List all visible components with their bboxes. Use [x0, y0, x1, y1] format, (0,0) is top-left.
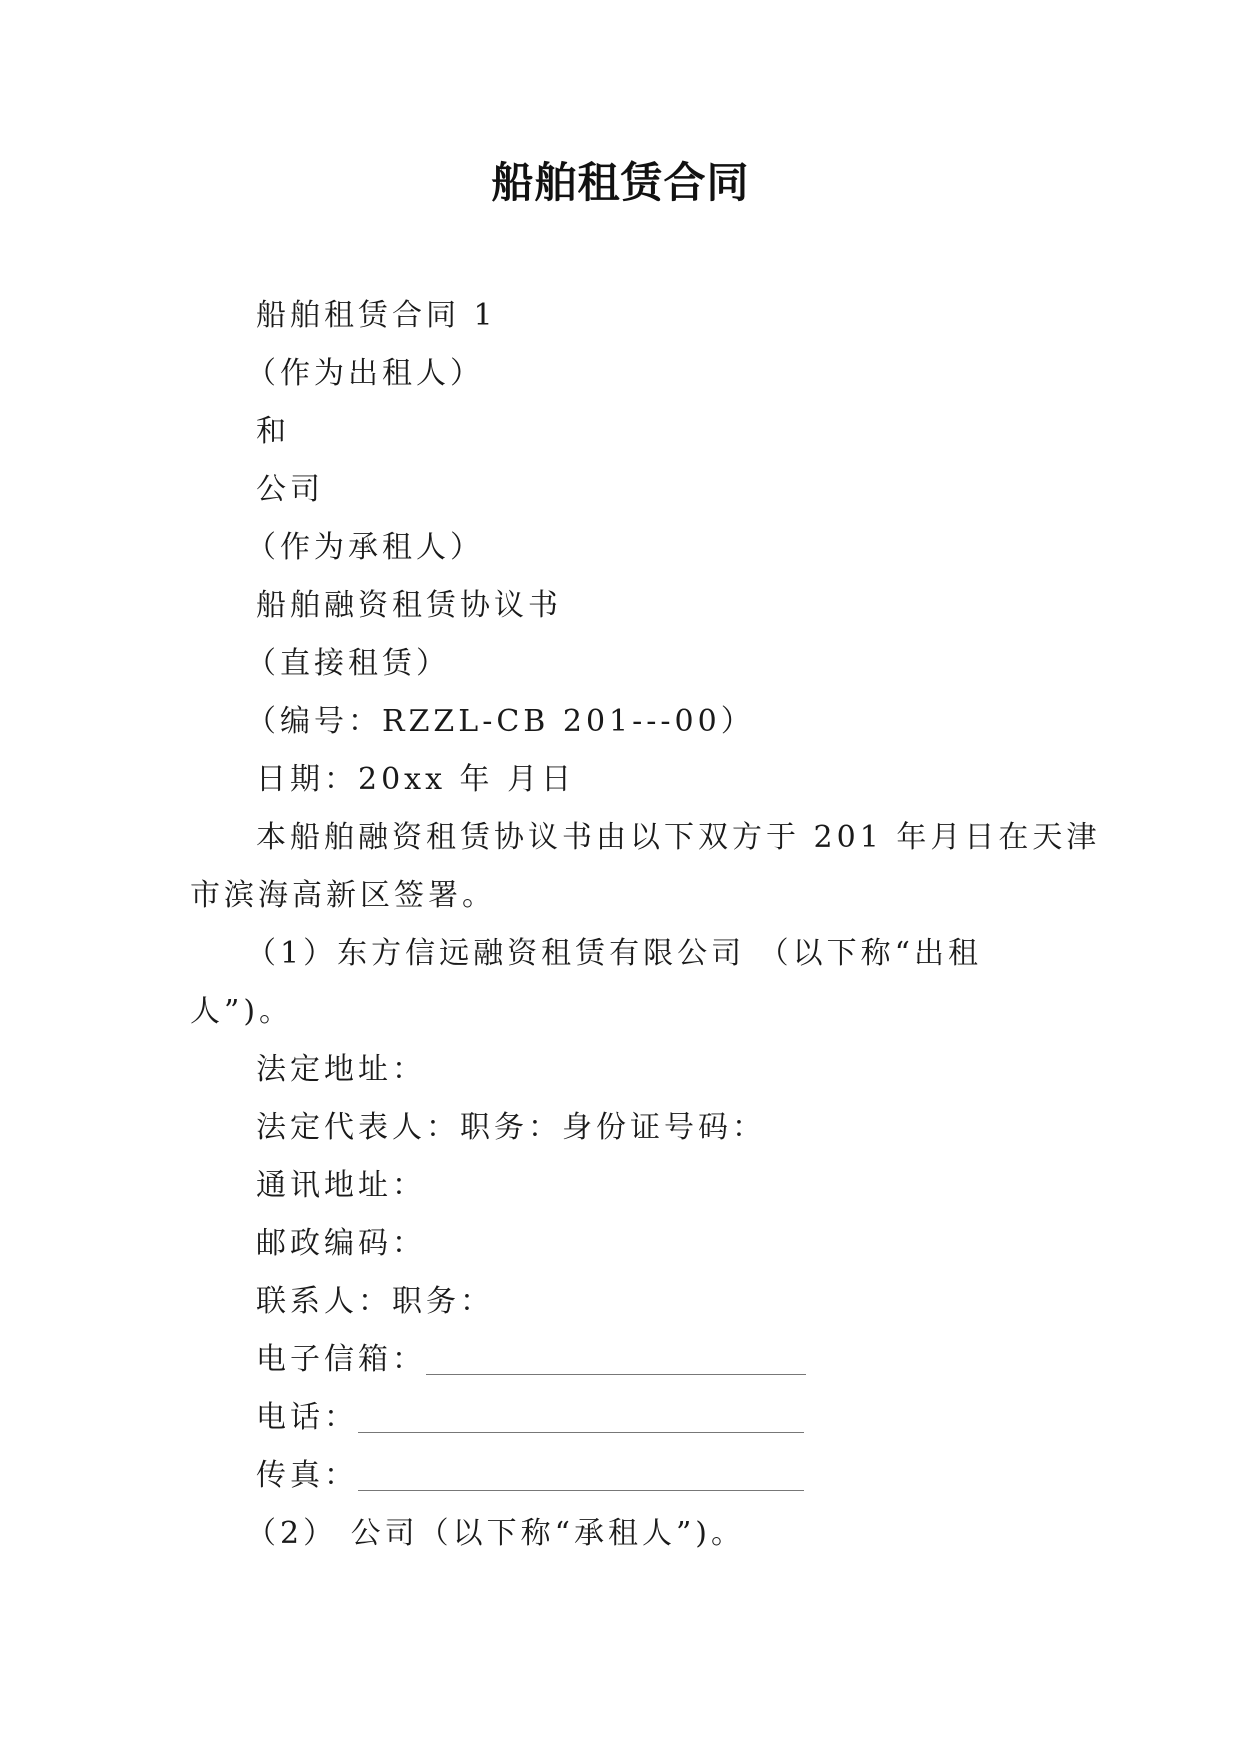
agreement-number: （编号：RZZL-CB 201---00） [246, 704, 755, 739]
signing-paragraph-line-1: 本船舶融资租赁协议书由以下双方于 201 年月日在天津 [256, 820, 1101, 855]
fax-blank-line [358, 1460, 804, 1491]
document-title: 船舶租赁合同 [491, 158, 750, 207]
email-blank-line [426, 1344, 806, 1375]
email-label: 电子信箱： [256, 1342, 426, 1377]
legal-address-label: 法定地址： [256, 1052, 426, 1087]
party-1-line-2: 人”)。 [190, 994, 294, 1029]
and-text: 和 [256, 414, 290, 449]
lessor-role-text: （作为出租人） [246, 356, 484, 391]
mailing-address-label: 通讯地址： [256, 1168, 426, 1203]
company-text: 公司 [256, 472, 324, 507]
party-1-line-1: （1）东方信远融资租赁有限公司 （以下称“出租 [246, 936, 982, 971]
contact-person-label: 联系人：职务： [256, 1284, 494, 1319]
agreement-date: 日期：20xx 年 月日 [256, 762, 576, 797]
phone-label: 电话： [256, 1400, 358, 1435]
lease-type-text: （直接租赁） [246, 646, 450, 681]
phone-blank-line [358, 1402, 804, 1433]
contract-subtitle: 船舶租赁合同 1 [256, 298, 497, 333]
party-2-line: （2） 公司（以下称“承租人”)。 [246, 1516, 746, 1551]
legal-representative-label: 法定代表人：职务：身份证号码： [256, 1110, 766, 1145]
signing-paragraph-line-2: 市滨海高新区签署。 [190, 878, 496, 913]
fax-label: 传真： [256, 1458, 358, 1493]
email-row [256, 1340, 806, 1380]
fax-row [256, 1456, 804, 1496]
phone-row [256, 1398, 804, 1438]
lessee-role-text: （作为承租人） [246, 530, 484, 565]
postal-code-label: 邮政编码： [256, 1226, 426, 1261]
agreement-title: 船舶融资租赁协议书 [256, 588, 562, 623]
